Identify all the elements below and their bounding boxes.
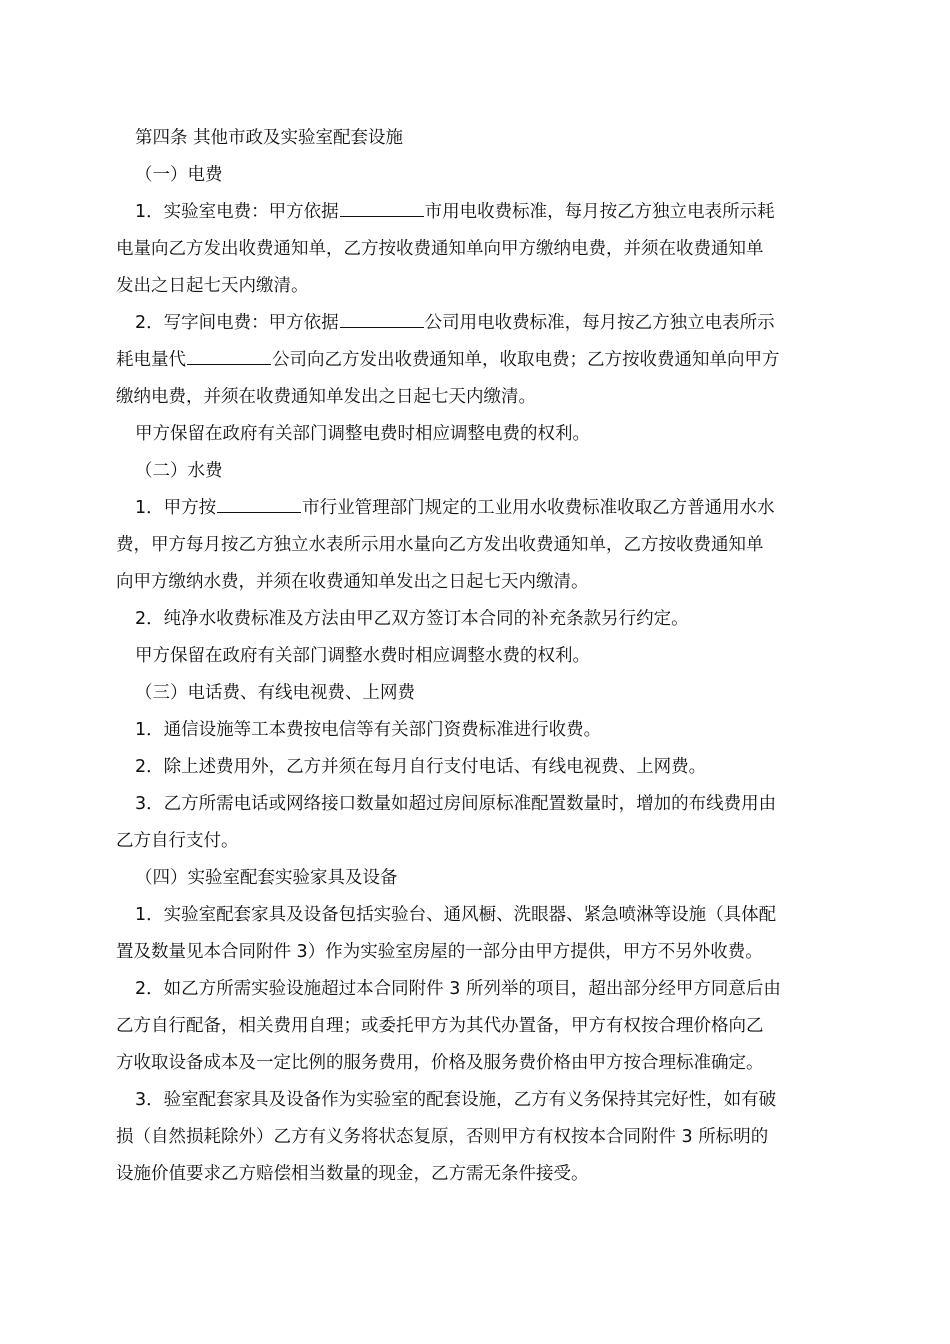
paragraph-line: 2．除上述费用外，乙方并须在每月自行支付电话、有线电视费、上网费。 [135, 757, 707, 777]
paragraph-line: 损（自然损耗除外）乙方有义务将状态复原，否则甲方有权按本合同附件 3 所标明的 [116, 1127, 769, 1147]
text-segment: 1．甲方按 [135, 498, 217, 518]
section-heading-electricity: （一）电费 [135, 165, 223, 185]
paragraph-line: 电量向乙方发出收费通知单，乙方按收费通知单向甲方缴纳电费，并须在收费通知单 [116, 239, 764, 259]
paragraph-line: 甲方保留在政府有关部门调整电费时相应调整电费的权利。 [135, 424, 590, 444]
paragraph-line [116, 305, 838, 342]
paragraph-line: 乙方自行支付。 [116, 831, 239, 851]
paragraph-line [116, 194, 838, 231]
paragraph-line: 缴纳电费，并须在收费通知单发出之日起七天内缴清。 [116, 387, 536, 407]
text-segment: 公司向乙方发出收费通知单，收取电费；乙方按收费通知单向甲方 [272, 350, 780, 370]
section-heading-water: （二）水费 [135, 461, 223, 481]
section-heading-lab-equipment: （四）实验室配套实验家具及设备 [135, 868, 398, 888]
paragraph-line: 向甲方缴纳水费，并须在收费通知单发出之日起七天内缴清。 [116, 572, 589, 592]
paragraph-line: 乙方自行配备，相关费用自理；或委托甲方为其代办置备，甲方有权按合理价格向乙 [116, 1016, 764, 1036]
paragraph-line: 1．通信设施等工本费按电信等有关部门资费标准进行收费。 [135, 720, 602, 740]
paragraph-line [116, 342, 838, 379]
paragraph-line: 费，甲方每月按乙方独立水表所示用水量向乙方发出收费通知单，乙方按收费通知单 [116, 535, 764, 555]
paragraph-line: 甲方保留在政府有关部门调整水费时相应调整水费的权利。 [135, 646, 590, 666]
paragraph-line: 置及数量见本合同附件 3）作为实验室房屋的一部分由甲方提供，甲方不另外收费。 [116, 942, 763, 962]
article-heading: 第四条 其他市政及实验室配套设施 [135, 128, 404, 148]
fill-blank [340, 215, 424, 217]
paragraph-line: 2．如乙方所需实验设施超过本合同附件 3 所列举的项目，超出部分经甲方同意后由 [135, 979, 781, 999]
paragraph-line: 发出之日起七天内缴清。 [116, 276, 309, 296]
text-segment: 公司用电收费标准，每月按乙方独立电表所示 [424, 313, 775, 333]
paragraph-line: 3．乙方所需电话或网络接口数量如超过房间原标准配置数量时，增加的布线费用由 [135, 794, 777, 814]
paragraph-line: 1．实验室配套家具及设备包括实验台、通风橱、洗眼器、紧急喷淋等设施（具体配 [135, 905, 777, 925]
text-segment: 1．实验室电费：甲方依据 [135, 202, 339, 222]
text-segment: 市行业管理部门规定的工业用水收费标准收取乙方普通用水水 [302, 498, 775, 518]
text-segment: 市用电收费标准，每月按乙方独立电表所示耗 [424, 202, 775, 222]
paragraph-line: 2．纯净水收费标准及方法由甲乙双方签订本合同的补充条款另行约定。 [135, 609, 689, 629]
section-heading-telecom: （三）电话费、有线电视费、上网费 [135, 683, 415, 703]
text-segment: 2．写字间电费：甲方依据 [135, 313, 339, 333]
fill-blank [340, 326, 424, 328]
paragraph-line [116, 490, 838, 527]
document-page [116, 120, 838, 1193]
paragraph-line: 设施价值要求乙方赔偿相当数量的现金，乙方需无条件接受。 [116, 1164, 589, 1184]
fill-blank [217, 511, 301, 513]
paragraph-line: 方收取设备成本及一定比例的服务费用，价格及服务费价格由甲方按合理标准确定。 [116, 1053, 764, 1073]
fill-blank [187, 363, 271, 365]
paragraph-line: 3．验室配套家具及设备作为实验室的配套设施，乙方有义务保持其完好性，如有破 [135, 1090, 777, 1110]
text-segment: 耗电量代 [116, 350, 186, 370]
